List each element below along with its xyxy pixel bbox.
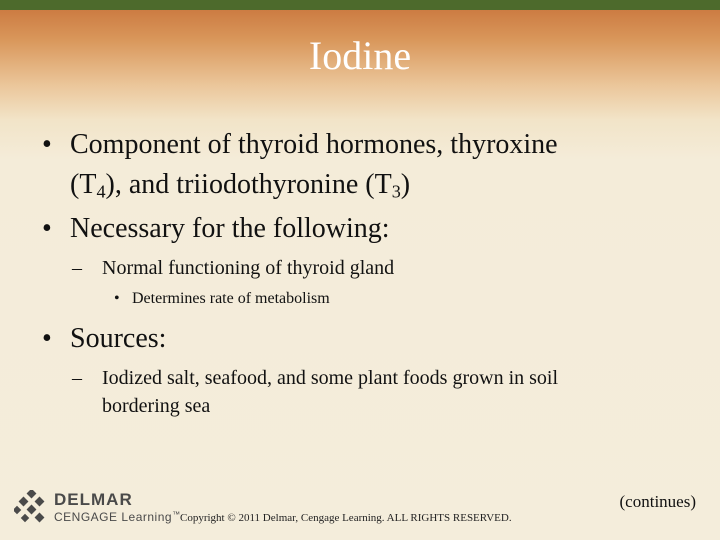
subscript-4: 4 [96,181,106,202]
logo-text-delmar: DELMAR [54,490,133,509]
sub-bullet-text: Normal functioning of thyroid gland [102,257,395,279]
sub-bullet-text-continued: bordering sea [102,395,211,417]
dash-symbol: – [72,257,82,279]
sub-bullet-text: Iodized salt, seafood, and some plant foods grown in soil [102,367,559,389]
delmar-cengage-logo [14,488,194,528]
bullet-text: Necessary for the following: [70,213,390,244]
continues-label: (continues) [619,492,696,511]
dash-symbol: – [72,367,82,389]
bullet-symbol: • [114,290,120,307]
slide-title: Iodine [308,33,412,78]
logo-text-cengage: CENGAGE Learning™ [54,510,181,524]
bullet-symbol: • [42,213,52,244]
bullet-text: Sources: [70,323,167,354]
sub-sub-bullet-text: Determines rate of metabolism [132,290,330,307]
bullet-symbol: • [42,323,52,354]
subscript-3: 3 [391,181,401,202]
copyright-notice: Copyright © 2011 Delmar, Cengage Learning. ALL RIGHTS RESERVED. [180,512,512,524]
bullet-text: Component of thyroid hormones, thyroxine [70,129,558,160]
bullet-symbol: • [42,129,52,160]
logo-mark-icon [14,490,48,524]
bullet-text-continued: $(T_4)$, and triiodothyronine $(T_3)$ [70,169,411,202]
top-accent-bar [0,0,720,10]
